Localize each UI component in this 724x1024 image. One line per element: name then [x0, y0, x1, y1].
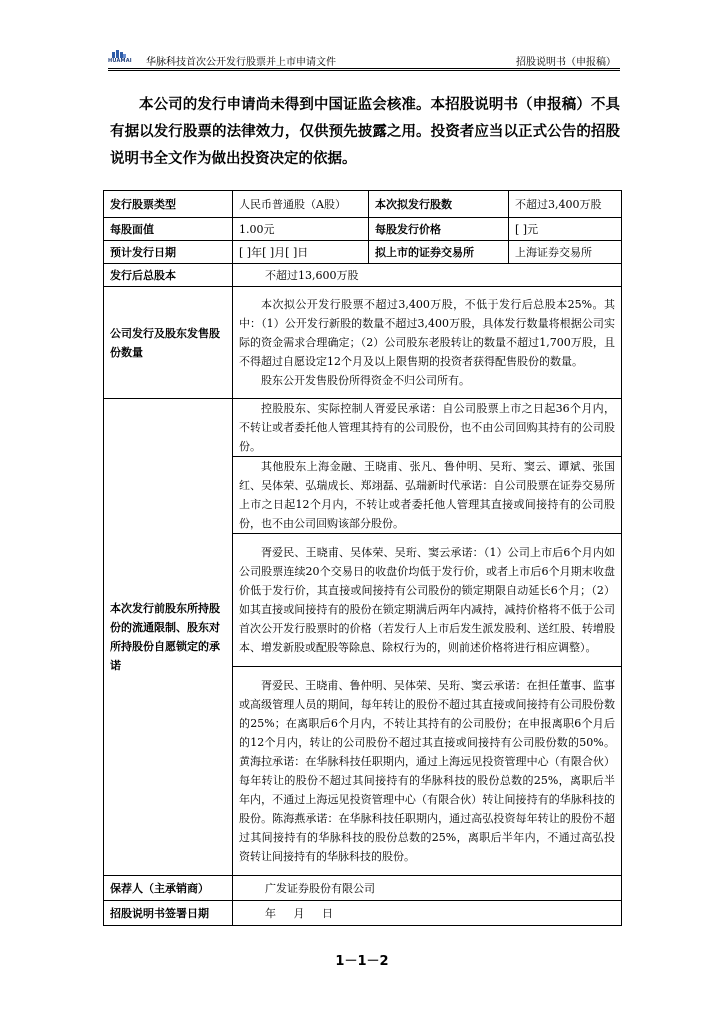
label-issue-shares: 本次拟发行股数 [369, 191, 509, 218]
offering-proceeds-paragraph: 股东公开发售股份所得资金不归公司所有。 [261, 374, 470, 387]
lockup-commitment-other-shareholders [233, 457, 622, 534]
table-row [104, 287, 622, 399]
value-signing-date: 年 月 日 [233, 901, 622, 926]
value-exchange: 上海证券交易所 [509, 241, 622, 264]
label-signing-date: 招股说明书签署日期 [104, 901, 233, 926]
header-document-title: 华脉科技首次公开发行股票并上市申请文件 [146, 57, 336, 68]
value-issue-shares: 不超过3,400万股 [509, 191, 622, 218]
table-row [104, 264, 622, 287]
value-issue-price: [ ]元 [509, 218, 622, 241]
offering-summary-table [103, 190, 622, 926]
label-issue-date: 预计发行日期 [104, 241, 233, 264]
risk-notice [110, 92, 620, 173]
table-row [104, 241, 622, 264]
header-divider [108, 68, 620, 69]
page-number: 1－1－2 [335, 954, 389, 969]
header-document-type: 招股说明书（申报稿） [516, 57, 616, 68]
value-sponsor: 广发证券股份有限公司 [233, 876, 622, 901]
risk-notice-text: 本公司的发行申请尚未得到中国证监会核准。本招股说明书（申报稿）不具有据以发行股票的法律效力，仅供预先披露之用。投资者应当以正式公告的招股说明书全文作为做出投资决定的依据。 [110, 97, 620, 167]
value-stock-type: 人民币普通股（A股） [233, 191, 369, 218]
lockup-commitment-controlling [233, 399, 622, 457]
lockup-commitment-price [233, 534, 622, 667]
lockup-commitment-text: 胥爱民、王晓甫、鲁仲明、吴体荣、吴珩、窦云承诺：在担任董事、监事或高级管理人员的期间，每年转让的股份不超过其直接或间接持有公司股份数的25%；在离职后6个月内，不转让其持有的公司股份；在申报离职6个月后的12个月内，转让的公司股份不超过其直接或间接持有公司股份数的50%。黄海拉承诺：在华脉科技任职期内，通过上海远见投资管理中心（有限合伙）每年转让的股份不超过其间接持有的华脉科技的股份总数的25%，离职后半年内，不通过上海远见投资管理中心（有限合伙）转让间接持有的华脉科技的股份。陈海燕承诺：在华脉科技任职期内，通过高弘投资每年转让的股份不超过其间接持有的华脉科技的股份总数的25%，离职后半年内，不通过高弘投资转让间接持有的华脉科技的股份。 [239, 679, 615, 863]
company-logo [108, 50, 146, 66]
label-exchange: 拟上市的证券交易所 [369, 241, 509, 264]
header-divider-thin [108, 70, 620, 71]
table-row [104, 876, 622, 901]
label-total-shares: 发行后总股本 [104, 264, 233, 287]
logo-mark-icon [112, 50, 126, 58]
lockup-commitment-text: 胥爱民、王晓甫、吴体荣、吴珩、窦云承诺：（1）公司上市后6个月内如公司股票连续20个交易日的收盘价均低于发行价，或者上市后6个月期末收盘价低于发行价，其直接或间接持有公司股份的锁定期限自动延长6个月；（2）如其直接或间接持有的股份在锁定期满后两年内减持，减持价格将不低于公司首次公开发行股票时的价格（若发行人上市后发生派发股利、送红股、转增股本、增发新股或配股等除息、除权行为的，则前述价格将进行相应调整）。 [239, 546, 615, 654]
value-issue-date: [ ]年[ ]月[ ]日 [233, 241, 369, 264]
label-offering-quantity: 公司发行及股东发售股份数量 [104, 287, 233, 399]
logo-text: HUAMAI [108, 58, 132, 64]
table-row [104, 191, 622, 218]
offering-quantity-paragraph: 本次拟公开发行股票不超过3,400万股，不低于发行后总股本25%。其中：（1）公开发行新股的数量不超过3,400万股，具体发行数量将根据公司实际的资金需求合理确定；（2）公司股东老股转让的数量不超过1,700万股，且不得超过自愿设定12个月及以上限售期的投资者获得配售股份的数量。 [239, 298, 615, 368]
value-par-value: 1.00元 [233, 218, 369, 241]
label-lockup-commitments: 本次发行前股东所持股份的流通限制、股东对所持股份自愿锁定的承诺 [104, 399, 233, 876]
label-issue-price: 每股发行价格 [369, 218, 509, 241]
table-row [104, 218, 622, 241]
table-row [104, 901, 622, 926]
page-header [108, 50, 620, 66]
lockup-commitment-text: 其他股东上海金融、王晓甫、张凡、鲁仲明、吴珩、窦云、谭斌、张国红、吴体荣、弘瑞成长、郑翊磊、弘瑞新时代承诺：自公司股票在证券交易所上市之日起12个月内，不转让或者委托他人管理其直接或间接持有的公司股份，也不由公司回购该部分股份。 [239, 460, 615, 530]
lockup-commitment-text: 控股股东、实际控制人胥爱民承诺：自公司股票上市之日起36个月内，不转让或者委托他人管理其持有的公司股份，也不由公司回购其持有的公司股份。 [239, 402, 615, 453]
lockup-commitment-directors [233, 667, 622, 876]
label-stock-type: 发行股票类型 [104, 191, 233, 218]
label-par-value: 每股面值 [104, 218, 233, 241]
value-total-shares: 不超过13,600万股 [233, 264, 622, 287]
label-sponsor: 保荐人（主承销商） [104, 876, 233, 901]
value-offering-quantity [233, 287, 622, 399]
table-row [104, 399, 622, 457]
